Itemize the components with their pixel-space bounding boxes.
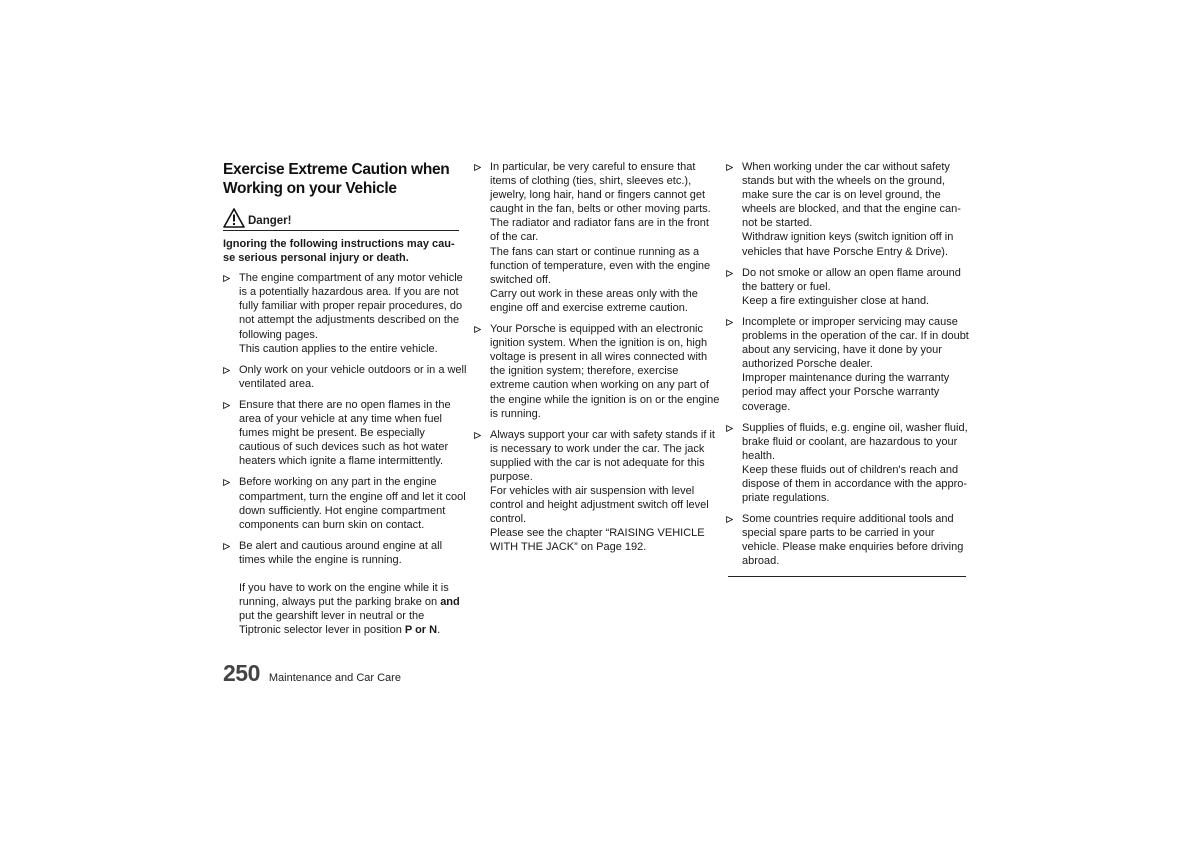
text-line: function of temperature, even with the engine (490, 259, 711, 272)
triangle-bullet-icon (474, 432, 481, 439)
bullet-item (223, 475, 466, 531)
triangle-bullet-icon (223, 543, 230, 550)
text-line: heaters which ignite a flame intermittently. (239, 455, 443, 468)
left-column (223, 160, 467, 644)
text-line: abroad. (742, 555, 780, 568)
text-line: stands but with the wheels on the ground, (742, 175, 946, 188)
text-line: Be alert and cautious around engine at all (239, 539, 443, 552)
text-line: the engine while the ignition is on or the engine (490, 393, 720, 406)
text-line: fully familiar with proper repair procedures, do (239, 300, 463, 313)
text-line: down sufficiently. Hot engine compartment (239, 504, 446, 517)
bold-emphasis: and (440, 596, 460, 609)
text-line: Before working on any part in the engine (239, 476, 437, 489)
bullet-item (474, 160, 710, 315)
text-line: Supplies of fluids, e.g. engine oil, washer fluid, (742, 421, 968, 434)
text-line: In particular, be very careful to ensure that (490, 161, 696, 173)
text-line: coverage. (742, 400, 791, 413)
text-line: times while the engine is running. (239, 553, 402, 566)
text-line: If you have to work on the engine while it is (239, 581, 449, 594)
text-line: WITH THE JACK” on Page 192. (490, 541, 647, 554)
text-line: ignition system. When the ignition is on, high (490, 337, 708, 350)
text-line: voltage is present in all wires connected with (490, 351, 708, 364)
bullet-item (474, 428, 715, 555)
text-line: running, always put the parking brake on and (239, 596, 460, 609)
text-line: Keep these fluids out of children's reach and (742, 463, 959, 476)
text-line: not be started. (742, 217, 813, 230)
text-line: Some countries require additional tools and (742, 513, 954, 526)
text-line: Always support your car with safety stands if it (490, 428, 715, 441)
danger-intro-line: se serious personal injury or death. (223, 252, 409, 265)
text-line: the ignition system; therefore, exercise (490, 365, 679, 378)
text-line: Ensure that there are no open flames in the (239, 398, 451, 411)
text-line: jewelry, long hair, hand or fingers cannot get (490, 189, 706, 202)
triangle-bullet-icon (223, 402, 230, 409)
text-line: area of your vehicle at any time when fuel (239, 413, 443, 426)
text-line: items of clothing (ties, shirt, sleeves etc.), (490, 175, 692, 188)
page-footer (223, 660, 401, 687)
danger-header (223, 206, 459, 231)
triangle-bullet-icon (223, 367, 230, 374)
triangle-bullet-icon (223, 275, 230, 282)
text-line: about any servicing, have it done by your (742, 344, 942, 357)
text-line: brake fluid or coolant, are hazardous to your (742, 435, 958, 448)
warning-triangle-icon (223, 208, 245, 228)
bullet-item (223, 363, 467, 391)
paragraph-gap (239, 567, 459, 581)
text-line: Please see the chapter “RAISING VEHICLE (490, 527, 705, 540)
bullet-item (223, 539, 459, 638)
text-line: Tiptronic selector lever in position P or N. (239, 624, 441, 637)
text-line: priate regulations. (742, 492, 830, 505)
text-line: Keep a fire extinguisher close at hand. (742, 294, 930, 307)
bullet-list (223, 271, 467, 637)
text-line: Incomplete or improper servicing may cause (742, 315, 958, 328)
text-line: switched off. (490, 273, 551, 286)
text-line: extreme caution when working on any part of (490, 379, 709, 392)
text-line: Do not smoke or allow an open flame around (742, 266, 961, 279)
text-line: problems in the operation of the car. If in doubt (742, 330, 969, 343)
heading-line: Working on your Vehicle (223, 180, 397, 197)
bold-emphasis: P or N (404, 624, 438, 637)
text-line: caught in the fan, belts or other moving parts. (490, 203, 711, 216)
bullet-list (726, 160, 969, 569)
text-line: period may affect your Porsche warranty (742, 386, 940, 399)
text-line: purpose. (490, 470, 533, 483)
bullet-item (726, 315, 969, 414)
text-line: is a potentially hazardous area. If you are not (239, 286, 459, 299)
danger-label: Danger! (248, 215, 292, 227)
text-line: health. (742, 449, 776, 462)
text-line: components can burn skin on contact. (239, 518, 425, 531)
text-line: following pages. (239, 328, 318, 341)
end-rule (728, 576, 966, 577)
text-line: special spare parts to be carried in your (742, 527, 935, 540)
text-line: vehicle. Please make enquiries before driving (742, 541, 964, 554)
triangle-bullet-icon (474, 164, 481, 171)
text-line: dispose of them in accordance with the appro- (742, 477, 968, 490)
triangle-bullet-icon (726, 425, 733, 432)
text-line: engine off and exercise extreme caution. (490, 301, 688, 314)
text-line: vehicles that have Porsche Entry & Drive). (742, 245, 949, 258)
text-line: of the car. (490, 231, 539, 244)
text-line: Carry out work in these areas only with the (490, 287, 698, 300)
text-line: is necessary to work under the car. The jack (490, 442, 705, 455)
bullet-item (223, 398, 459, 468)
bullet-item (726, 421, 968, 506)
text-line: ventilated area. (239, 377, 315, 390)
heading-line: Exercise Extreme Caution when (223, 161, 450, 178)
page-number: 250 (223, 660, 260, 686)
text-line: compartment, turn the engine off and let it cool (239, 490, 466, 503)
triangle-bullet-icon (474, 326, 481, 333)
text-line: fumes might be present. Be especially (239, 427, 425, 440)
bullet-item (726, 512, 962, 568)
bullet-item (726, 160, 962, 259)
text-line: authorized Porsche dealer. (742, 358, 873, 371)
triangle-bullet-icon (223, 479, 230, 486)
text-line: Your Porsche is equipped with an electronic (490, 323, 704, 336)
danger-intro (223, 237, 459, 265)
text-line: make sure the car is on level ground, the (742, 189, 941, 202)
text-line: wheels are blocked, and that the engine can- (742, 203, 961, 216)
bullet-list (474, 160, 720, 555)
text-line: not attempt the adjustments described on the (239, 314, 460, 327)
text-line: The engine compartment of any motor vehicle (239, 272, 463, 285)
middle-column (474, 160, 720, 562)
triangle-bullet-icon (726, 164, 733, 171)
triangle-bullet-icon (726, 516, 733, 523)
text-line: The fans can start or continue running as a (490, 245, 700, 258)
bullet-item (726, 266, 962, 308)
section-title: Maintenance and Car Care (268, 672, 401, 684)
right-column (726, 160, 969, 577)
text-line: This caution applies to the entire vehicle. (239, 342, 438, 355)
text-line: cautious of such devices such as hot water (239, 441, 449, 454)
triangle-bullet-icon (726, 319, 733, 326)
text-line: The radiator and radiator fans are in the front (490, 217, 709, 230)
text-line: Withdraw ignition keys (switch ignition off in (742, 231, 954, 244)
text-line: control. (490, 513, 527, 526)
text-line: the battery or fuel. (742, 280, 831, 293)
text-line: is running. (490, 407, 541, 420)
text-line: put the gearshift lever in neutral or the (239, 610, 425, 623)
triangle-bullet-icon (726, 270, 733, 277)
text-line: supplied with the car is not adequate for this (490, 456, 705, 469)
text-line: For vehicles with air suspension with level (490, 485, 695, 498)
text-line: Improper maintenance during the warranty (742, 372, 950, 385)
bullet-item (223, 271, 463, 356)
bullet-item (474, 322, 720, 421)
text-line: When working under the car without safety (742, 161, 950, 173)
text-line: control and height adjustment switch off level (490, 499, 709, 512)
text-line: Only work on your vehicle outdoors or in a well (239, 363, 467, 376)
page-heading (223, 160, 459, 198)
danger-intro-line: Ignoring the following instructions may cau- (223, 238, 455, 250)
